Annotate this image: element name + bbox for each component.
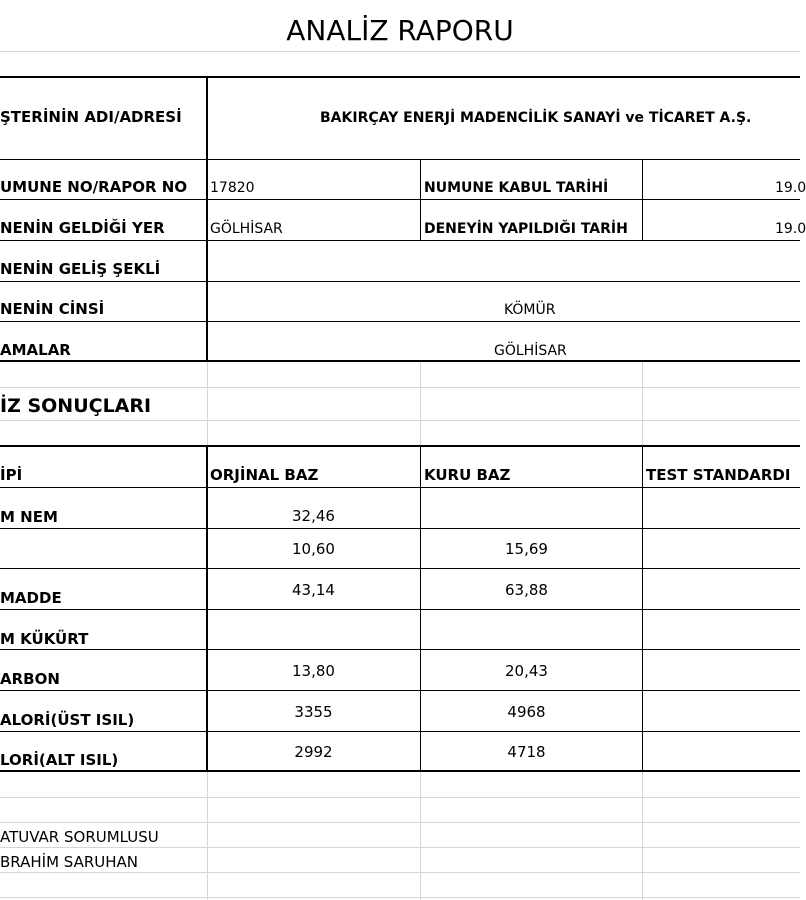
row-dry-value: 63,88 bbox=[505, 581, 548, 599]
acceptance-date-value: 19.0 bbox=[775, 180, 806, 196]
row-original-value: 32,46 bbox=[292, 507, 335, 525]
row-original-value: 3355 bbox=[294, 703, 333, 721]
sample-no-label: UMUNE NO/RAPOR NO bbox=[0, 178, 188, 196]
row-original-value: 10,60 bbox=[292, 540, 335, 558]
notes-label: AMALAR bbox=[0, 341, 71, 359]
test-date-label: DENEYİN YAPILDIĞI TARİH bbox=[424, 221, 628, 237]
column-header-original: ORJİNAL BAZ bbox=[210, 466, 319, 484]
sample-type-value: KÖMÜR bbox=[504, 302, 556, 318]
row-name: M KÜKÜRT bbox=[0, 630, 89, 648]
row-dry-value: 4718 bbox=[507, 743, 546, 761]
column-header-type: İPİ bbox=[0, 466, 23, 484]
row-original-value: 43,14 bbox=[292, 581, 335, 599]
customer-value: BAKIRÇAY ENERJİ MADENCİLİK SANAYİ ve TİCARET A.Ş. bbox=[320, 110, 752, 126]
origin-value: GÖLHİSAR bbox=[210, 221, 283, 237]
row-name: MADDE bbox=[0, 589, 62, 607]
sample-type-label: NENİN CİNSİ bbox=[0, 300, 105, 318]
row-name: ALORİ(ÜST ISIL) bbox=[0, 711, 135, 729]
acceptance-date-label: NUMUNE KABUL TARİHİ bbox=[424, 180, 609, 196]
row-original-value: 13,80 bbox=[292, 662, 335, 680]
test-date-value: 19.0 bbox=[775, 221, 806, 237]
row-original-value: 2992 bbox=[294, 743, 333, 761]
lab-responsible-role: ATUVAR SORUMLUSU bbox=[0, 828, 159, 846]
column-header-dry: KURU BAZ bbox=[424, 466, 511, 484]
arrival-form-label: NENİN GELİŞ ŞEKLİ bbox=[0, 260, 161, 278]
row-dry-value: 4968 bbox=[507, 703, 546, 721]
results-title: İZ SONUÇLARI bbox=[0, 395, 152, 417]
origin-label: NENİN GELDİĞİ YER bbox=[0, 219, 165, 237]
row-dry-value: 20,43 bbox=[505, 662, 548, 680]
page-title: ANALİZ RAPORU bbox=[286, 14, 514, 47]
lab-responsible-name: BRAHİM SARUHAN bbox=[0, 853, 139, 871]
column-header-standard: TEST STANDARDI bbox=[646, 466, 791, 484]
customer-label: ŞTERİNİN ADI/ADRESİ bbox=[0, 108, 182, 126]
row-name: LORİ(ALT ISIL) bbox=[0, 751, 119, 769]
row-name: ARBON bbox=[0, 670, 60, 688]
row-name: M NEM bbox=[0, 508, 58, 526]
notes-value: GÖLHİSAR bbox=[494, 343, 567, 359]
row-dry-value: 15,69 bbox=[505, 540, 548, 558]
sample-no-value: 17820 bbox=[210, 180, 255, 196]
